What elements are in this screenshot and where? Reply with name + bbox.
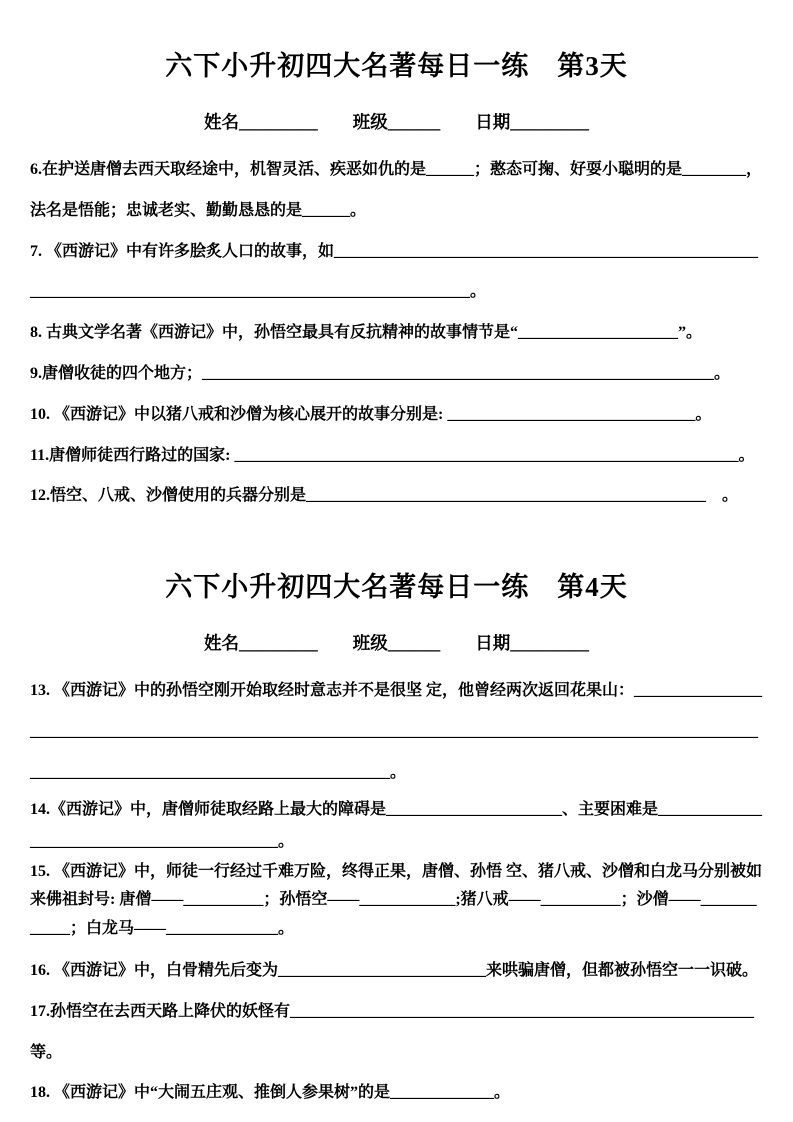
question-10: 10. 《西游记》中以猪八戒和沙僧为核心展开的故事分别是: _______________________________。 bbox=[30, 405, 712, 423]
question-8: 8. 古典文学名著《西游记》中，孙悟空最具有反抗精神的故事情节是“____________________”。 bbox=[30, 324, 703, 342]
question-7: 7. 《西游记》中有许多脍炙人口的故事，如____________________________________________________________________________________________________________。 bbox=[30, 242, 759, 301]
day3-name-class-date-line: 姓名_________ 班级______ 日期_________ bbox=[204, 112, 589, 132]
question-14: 14.《西游记》中，唐僧师徒取经路上最大的障碍是______________________、主要困难是____________________________________________。 bbox=[30, 800, 763, 850]
question-15: 15. 《西游记》中，师徒一行经过千难万险，终得正果，唐僧、孙悟 空、猪八戒、沙僧和白龙马分别被如来佛祖封号: 唐僧——__________；孙悟空——____________;猪八戒——__________；沙僧——____________；白龙马——______________。 bbox=[30, 862, 763, 937]
question-12: 12.悟空、八戒、沙僧使用的兵器分别是__________________________________________________ 。 bbox=[30, 487, 739, 505]
question-13: 13. 《西游记》中的孙悟空刚开始取经时意志并不是很坚 定，他曾经两次返回花果山：________________________________________________________________________________________________________________________________________________________。 bbox=[30, 682, 763, 781]
day3-section bbox=[30, 44, 763, 517]
question-6: 6.在护送唐僧去西天取经途中，机智灵活、疾恶如仇的是______；憨态可掬、好耍小聪明的是________，法名是悟能；忠诚老实、勤勤恳恳的是______。 bbox=[30, 161, 763, 219]
day3-title: 六下小升初四大名著每日一练 第3天 bbox=[165, 51, 628, 81]
day4-name-class-date-line: 姓名_________ 班级______ 日期_________ bbox=[204, 633, 589, 654]
question-9: 9.唐僧收徒的四个地方；________________________________________________________________。 bbox=[30, 364, 731, 382]
day4-title: 六下小升初四大名著每日一练 第4天 bbox=[165, 572, 628, 603]
question-16: 16. 《西游记》中，白骨精先后变为__________________________来哄骗唐僧，但都被孙悟空一一识破。 bbox=[30, 961, 759, 979]
day4-section bbox=[30, 565, 763, 1114]
question-11: 11.唐僧师徒西行路过的国家: _______________________________________________________________。 bbox=[30, 446, 755, 464]
question-17: 17.孙悟空在去西天路上降伏的妖怪有__________________________________________________________等。 bbox=[30, 1002, 755, 1061]
question-18: 18. 《西游记》中“大闹五庄观、推倒人参果树”的是_____________。 bbox=[30, 1084, 511, 1102]
